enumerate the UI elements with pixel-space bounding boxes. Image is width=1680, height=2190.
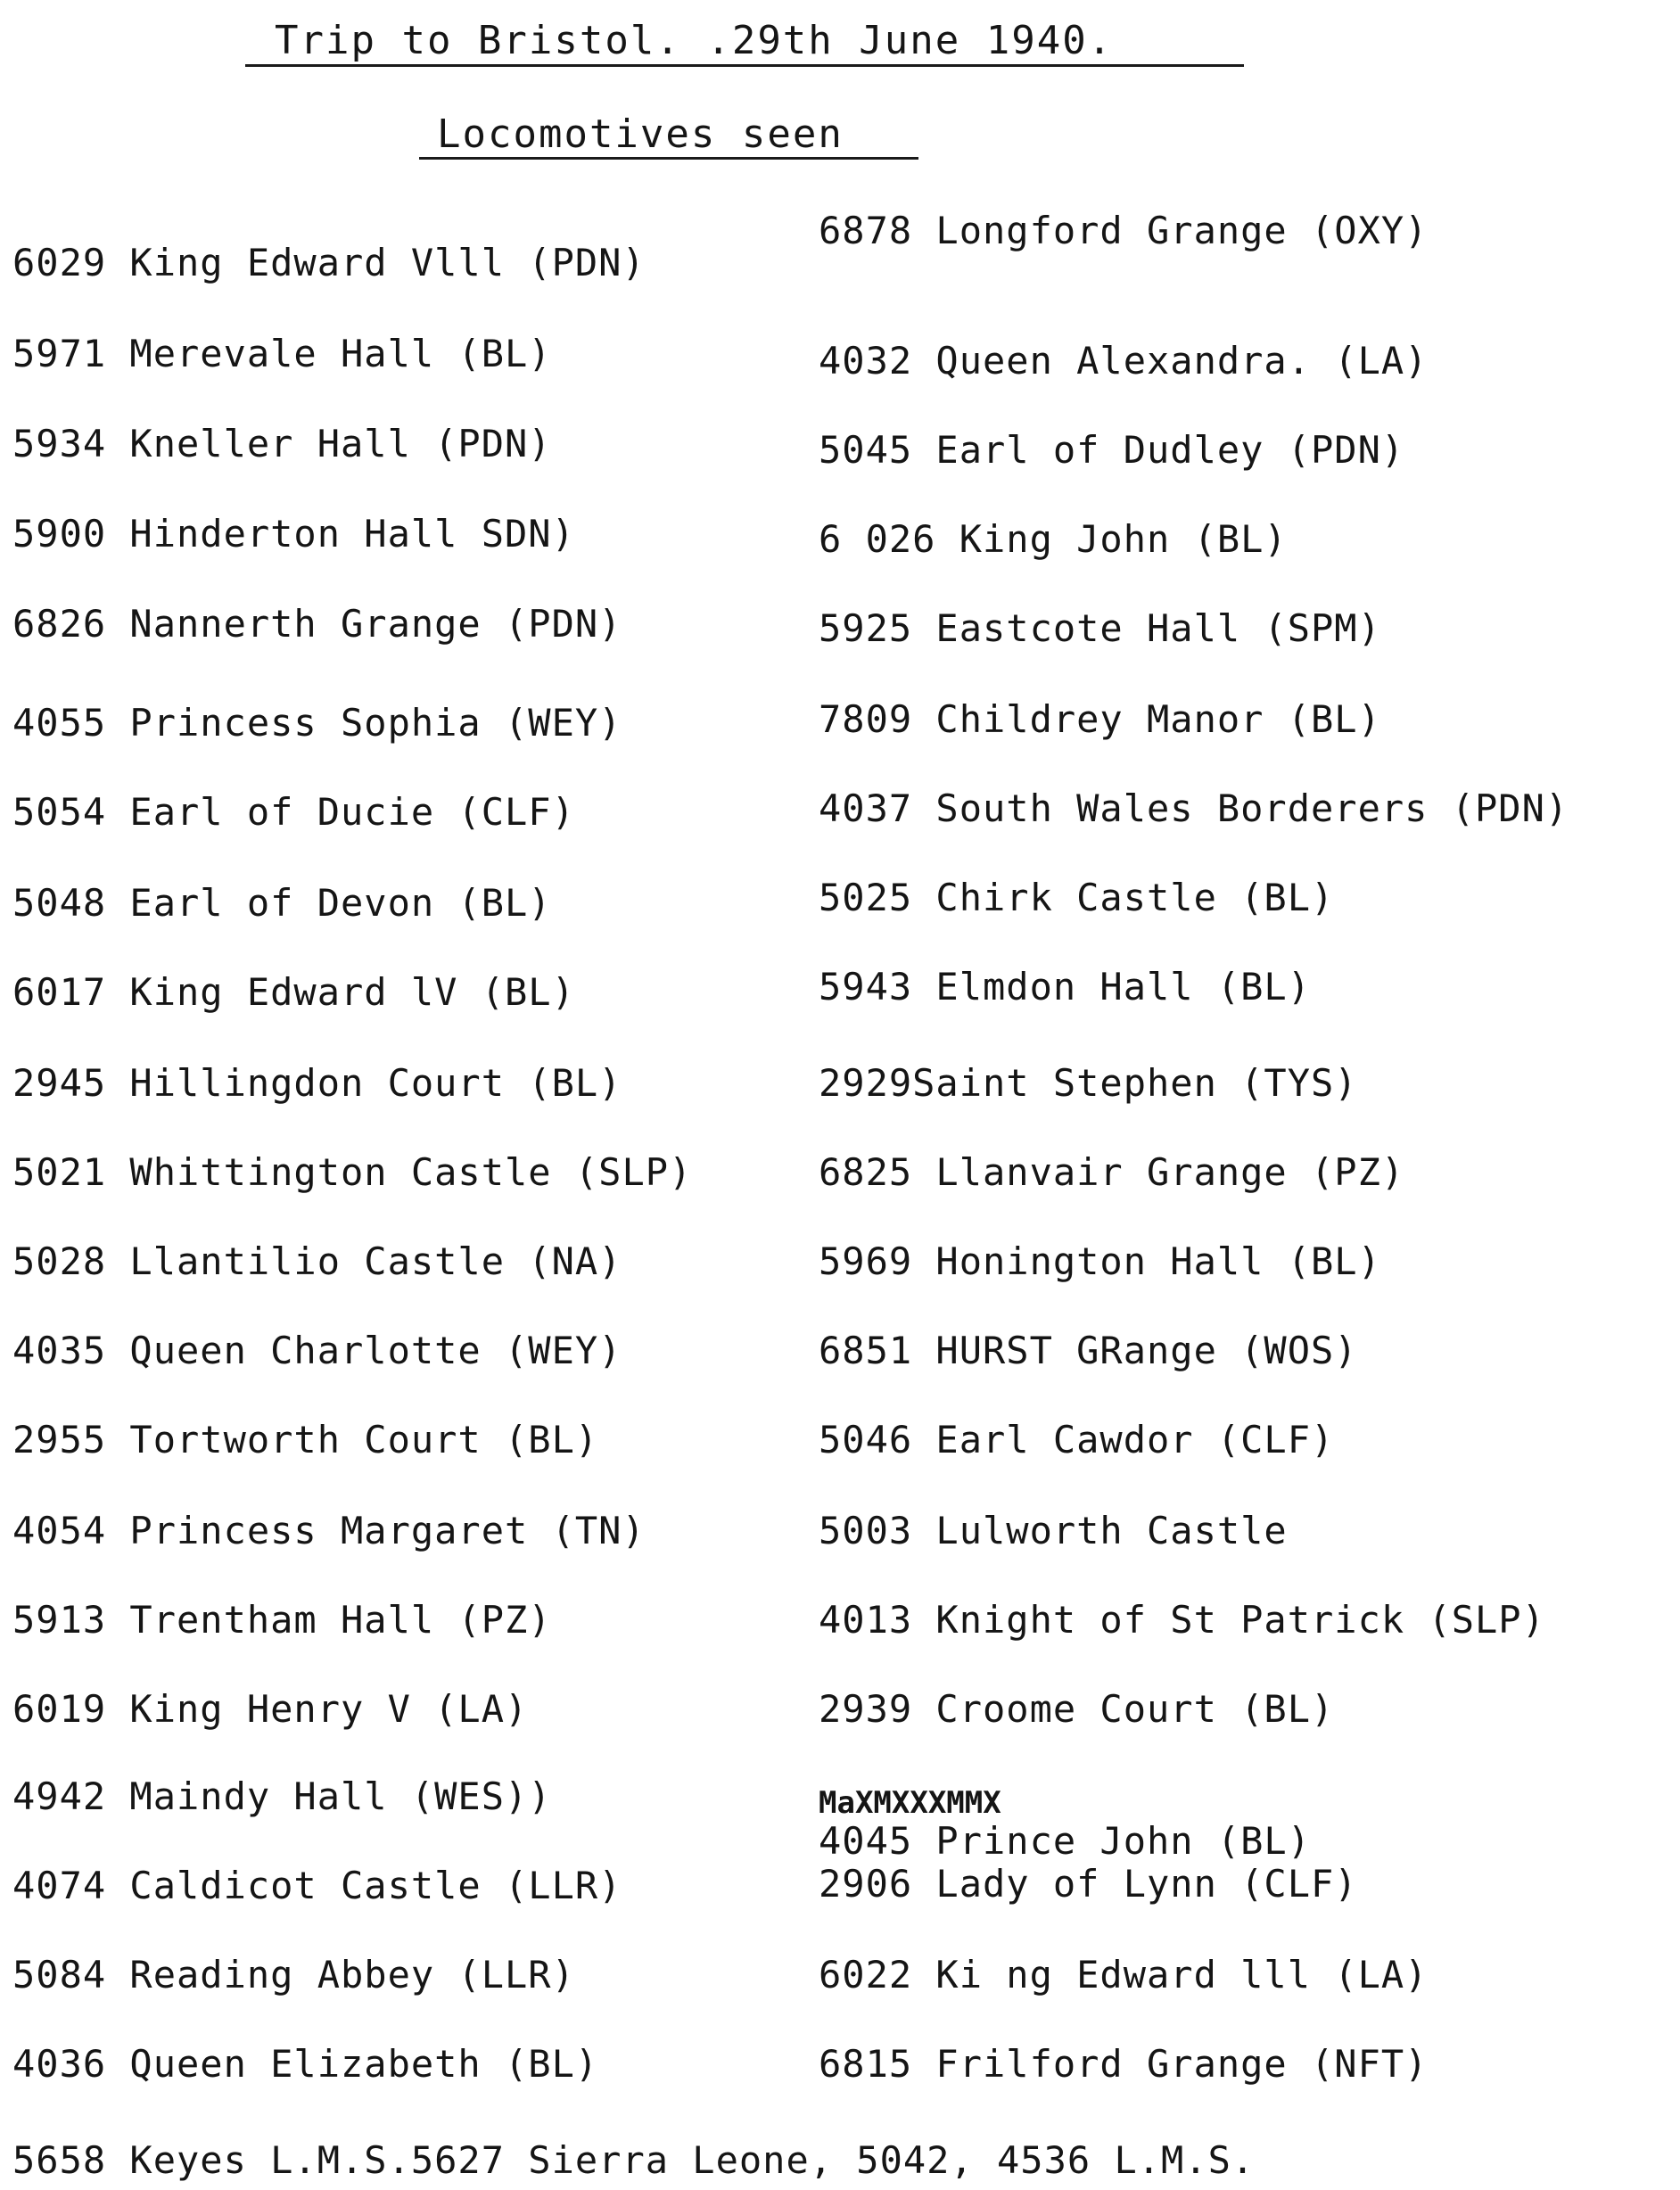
locomotive-entry: 2955 Tortworth Court (BL)	[12, 1418, 599, 1461]
locomotive-entry: 4045 Prince John (BL)	[819, 1819, 1312, 1863]
locomotive-entry: 2945 Hillingdon Court (BL)	[12, 1061, 622, 1105]
locomotive-entry: 4942 Maindy Hall (WES))	[12, 1774, 552, 1818]
locomotive-entry: 6 026 King John (BL)	[819, 517, 1288, 561]
locomotive-entry: 5003 Lulworth Castle	[819, 1509, 1288, 1552]
locomotive-entry: 6878 Longford Grange (OXY)	[819, 209, 1429, 252]
locomotive-entry: 6017 King Edward lV (BL)	[12, 970, 575, 1014]
locomotive-entry: 2939 Croome Court (BL)	[819, 1687, 1335, 1731]
locomotive-entry: 6022 Ki ng Edward lll (LA)	[819, 1953, 1429, 1997]
locomotive-entry: 5028 Llantilio Castle (NA)	[12, 1239, 622, 1283]
locomotive-entry: 6815 Frilford Grange (NFT)	[819, 2042, 1429, 2086]
title-underline	[245, 64, 1244, 67]
locomotive-entry: 2906 Lady of Lynn (CLF)	[819, 1862, 1358, 1906]
locomotive-entry: 6029 King Edward Vlll (PDN)	[12, 241, 646, 284]
locomotive-entry: 4035 Queen Charlotte (WEY)	[12, 1329, 622, 1372]
locomotive-entry: 5084 Reading Abbey (LLR)	[12, 1953, 575, 1997]
locomotive-entry: 4074 Caldicot Castle (LLR)	[12, 1864, 622, 1907]
locomotive-entry: 5925 Eastcote Hall (SPM)	[819, 606, 1381, 650]
locomotive-entry: 5025 Chirk Castle (BL)	[819, 876, 1335, 919]
locomotive-entry: 7809 Childrey Manor (BL)	[819, 697, 1381, 741]
locomotive-entry: 5021 Whittington Castle (SLP)	[12, 1150, 693, 1194]
locomotive-entry: 5045 Earl of Dudley (PDN)	[819, 428, 1405, 472]
locomotive-entry: 6826 Nannerth Grange (PDN)	[12, 602, 622, 646]
locomotive-entry: 6019 King Henry V (LA)	[12, 1687, 529, 1731]
locomotive-entry: 4036 Queen Elizabeth (BL)	[12, 2042, 599, 2086]
locomotive-entry: 2929Saint Stephen (TYS)	[819, 1061, 1358, 1105]
locomotive-entry: 4032 Queen Alexandra. (LA)	[819, 339, 1429, 383]
locomotive-entry: 4055 Princess Sophia (WEY)	[12, 701, 622, 745]
document-subtitle: Locomotives seen	[437, 111, 844, 157]
locomotive-entry: 5900 Hinderton Hall SDN)	[12, 512, 575, 556]
footer-line: 5658 Keyes L.M.S.5627 Sierra Leone, 5042, 4536 L.M.S.	[12, 2138, 1256, 2182]
locomotive-entry: 5054 Earl of Ducie (CLF)	[12, 790, 575, 834]
locomotive-entry: 6851 HURST GRange (WOS)	[819, 1329, 1358, 1372]
locomotive-entry: 5048 Earl of Devon (BL)	[12, 881, 552, 925]
locomotive-entry: 4054 Princess Margaret (TN)	[12, 1509, 646, 1552]
locomotive-entry: 5934 Kneller Hall (PDN)	[12, 422, 552, 465]
locomotive-entry: 5046 Earl Cawdor (CLF)	[819, 1418, 1335, 1461]
locomotive-entry: 5943 Elmdon Hall (BL)	[819, 965, 1312, 1009]
locomotive-entry: 5969 Honington Hall (BL)	[819, 1239, 1381, 1283]
document-title: Trip to Bristol. .29th June 1940.	[275, 18, 1114, 63]
locomotive-entry: 4037 South Wales Borderers (PDN)	[819, 786, 1569, 830]
struck-out-text: MaXMXXXMMX	[819, 1785, 1001, 1821]
locomotive-entry: 6825 Llanvair Grange (PZ)	[819, 1150, 1405, 1194]
locomotive-entry: 5971 Merevale Hall (BL)	[12, 332, 552, 375]
locomotive-entry: 4013 Knight of St Patrick (SLP)	[819, 1598, 1545, 1642]
locomotive-entry: 5913 Trentham Hall (PZ)	[12, 1598, 552, 1642]
subtitle-underline	[419, 157, 918, 160]
